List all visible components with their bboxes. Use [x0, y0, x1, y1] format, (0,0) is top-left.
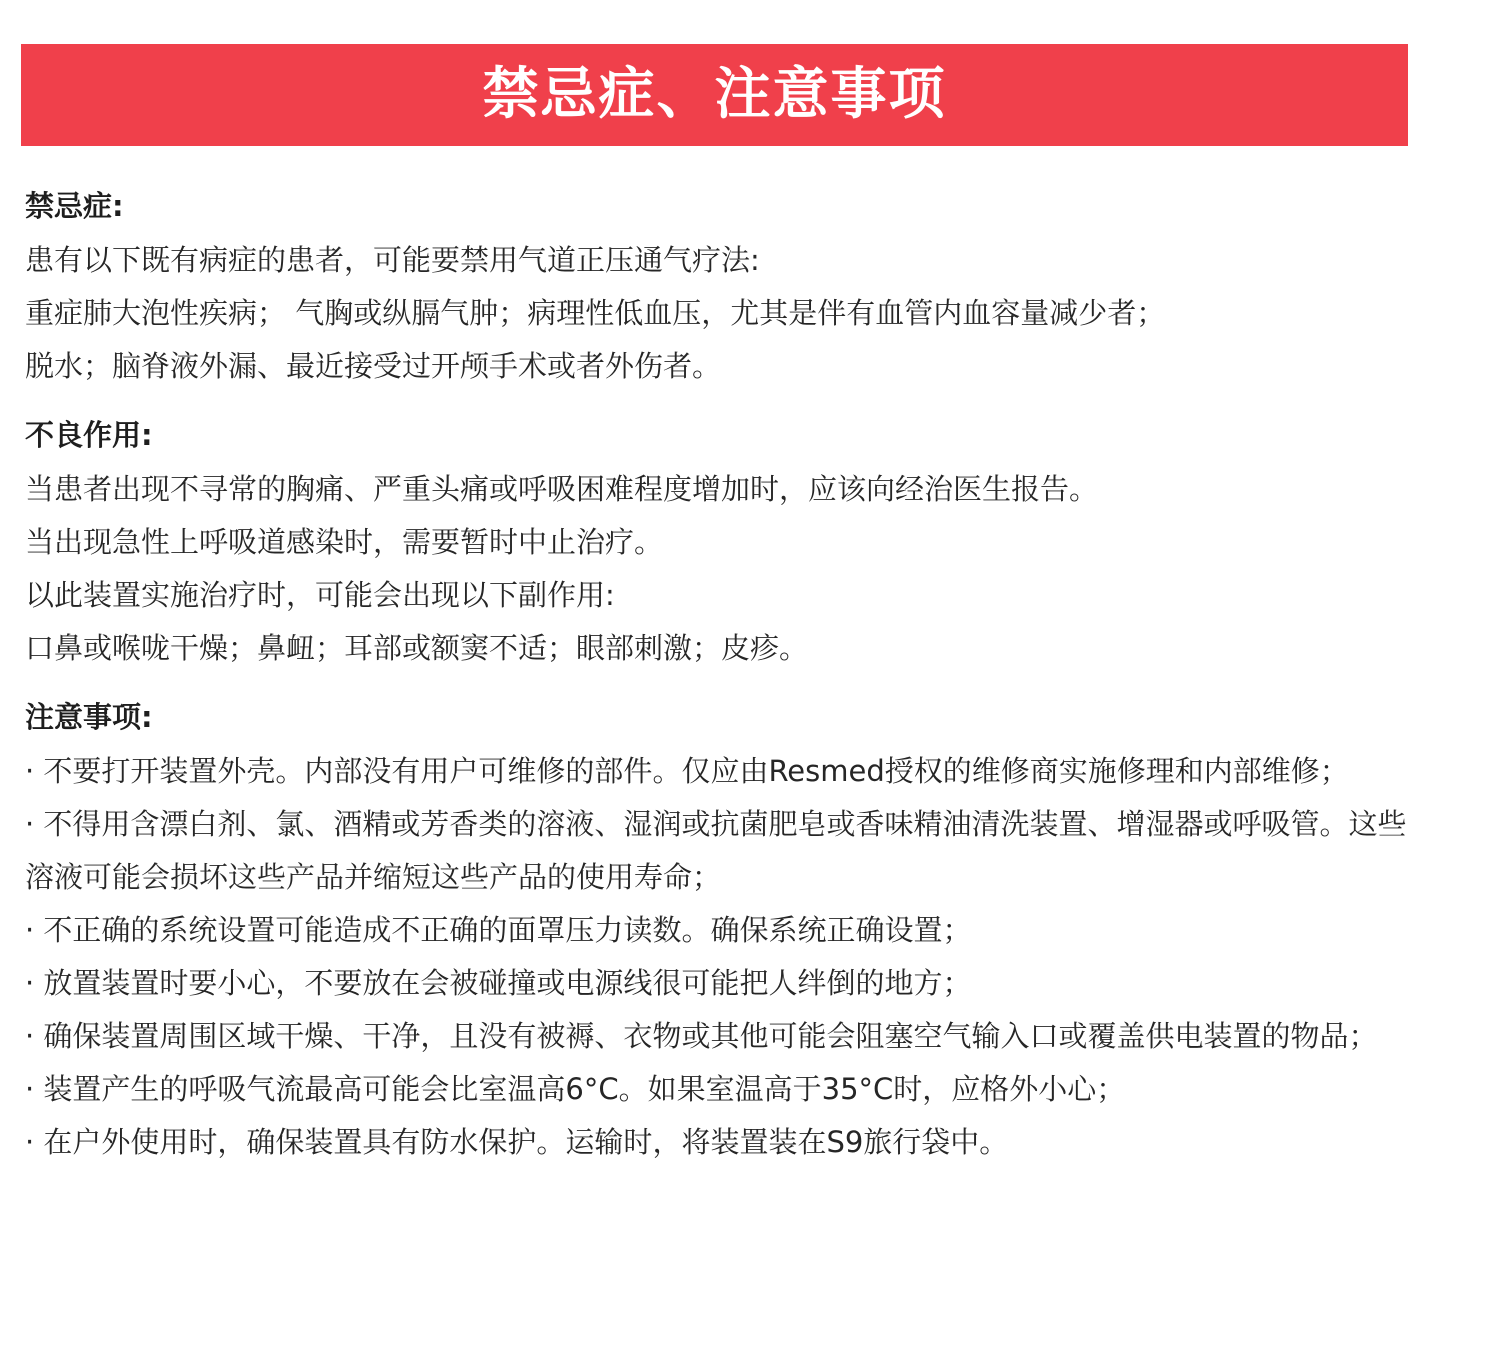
- precaution-item: · 确保装置周围区域干燥、干净，且没有被褥、衣物或其他可能会阻塞空气输入口或覆盖供电装置的物品；: [25, 1019, 1378, 1053]
- adverse-effects-section: [25, 407, 1425, 675]
- title-banner: [21, 44, 1408, 146]
- precaution-item: · 在户外使用时，确保装置具有防水保护。运输时，将装置装在S9旅行袋中。: [25, 1125, 1009, 1159]
- document-body: [25, 178, 1425, 1169]
- adverse-effects-line: 当患者出现不寻常的胸痛、严重头痛或呼吸困难程度增加时，应该向经治医生报告。: [25, 472, 1099, 506]
- precaution-item: · 不得用含漂白剂、氯、酒精或芳香类的溶液、湿润或抗菌肥皂或香味精油清洗装置、增湿器或呼吸管。这些溶液可能会损坏这些产品并缩短这些产品的使用寿命；: [25, 807, 1407, 894]
- adverse-effects-heading: 不良作用:: [25, 418, 153, 452]
- precaution-item: · 不要打开装置外壳。内部没有用户可维修的部件。仅应由Resmed授权的维修商实施修理和内部维修；: [25, 754, 1349, 788]
- contraindications-line: 重症肺大泡性疾病； 气胸或纵膈气肿；病理性低血压，尤其是伴有血管内血容量减少者；: [25, 296, 1166, 330]
- adverse-effects-line: 当出现急性上呼吸道感染时，需要暂时中止治疗。: [25, 525, 664, 559]
- contraindications-line: 脱水；脑脊液外漏、最近接受过开颅手术或者外伤者。: [25, 349, 722, 383]
- precaution-item: · 放置装置时要小心，不要放在会被碰撞或电源线很可能把人绊倒的地方；: [25, 966, 972, 1000]
- contraindications-section: [25, 178, 1425, 393]
- precaution-item: · 不正确的系统设置可能造成不正确的面罩压力读数。确保系统正确设置；: [25, 913, 972, 947]
- adverse-effects-line: 以此装置实施治疗时，可能会出现以下副作用:: [25, 578, 615, 612]
- precautions-heading: 注意事项:: [25, 700, 153, 734]
- precautions-section: [25, 689, 1425, 1169]
- page-title: 禁忌症、注意事项: [482, 62, 947, 127]
- precaution-item: · 装置产生的呼吸气流最高可能会比室温高6°C。如果室温高于35°C时，应格外小心；: [25, 1072, 1126, 1106]
- contraindications-heading: 禁忌症:: [25, 189, 124, 223]
- contraindications-line: 患有以下既有病症的患者，可能要禁用气道正压通气疗法:: [25, 243, 760, 277]
- adverse-effects-line: 口鼻或喉咙干燥；鼻衄；耳部或额窦不适；眼部刺激；皮疹。: [25, 631, 809, 665]
